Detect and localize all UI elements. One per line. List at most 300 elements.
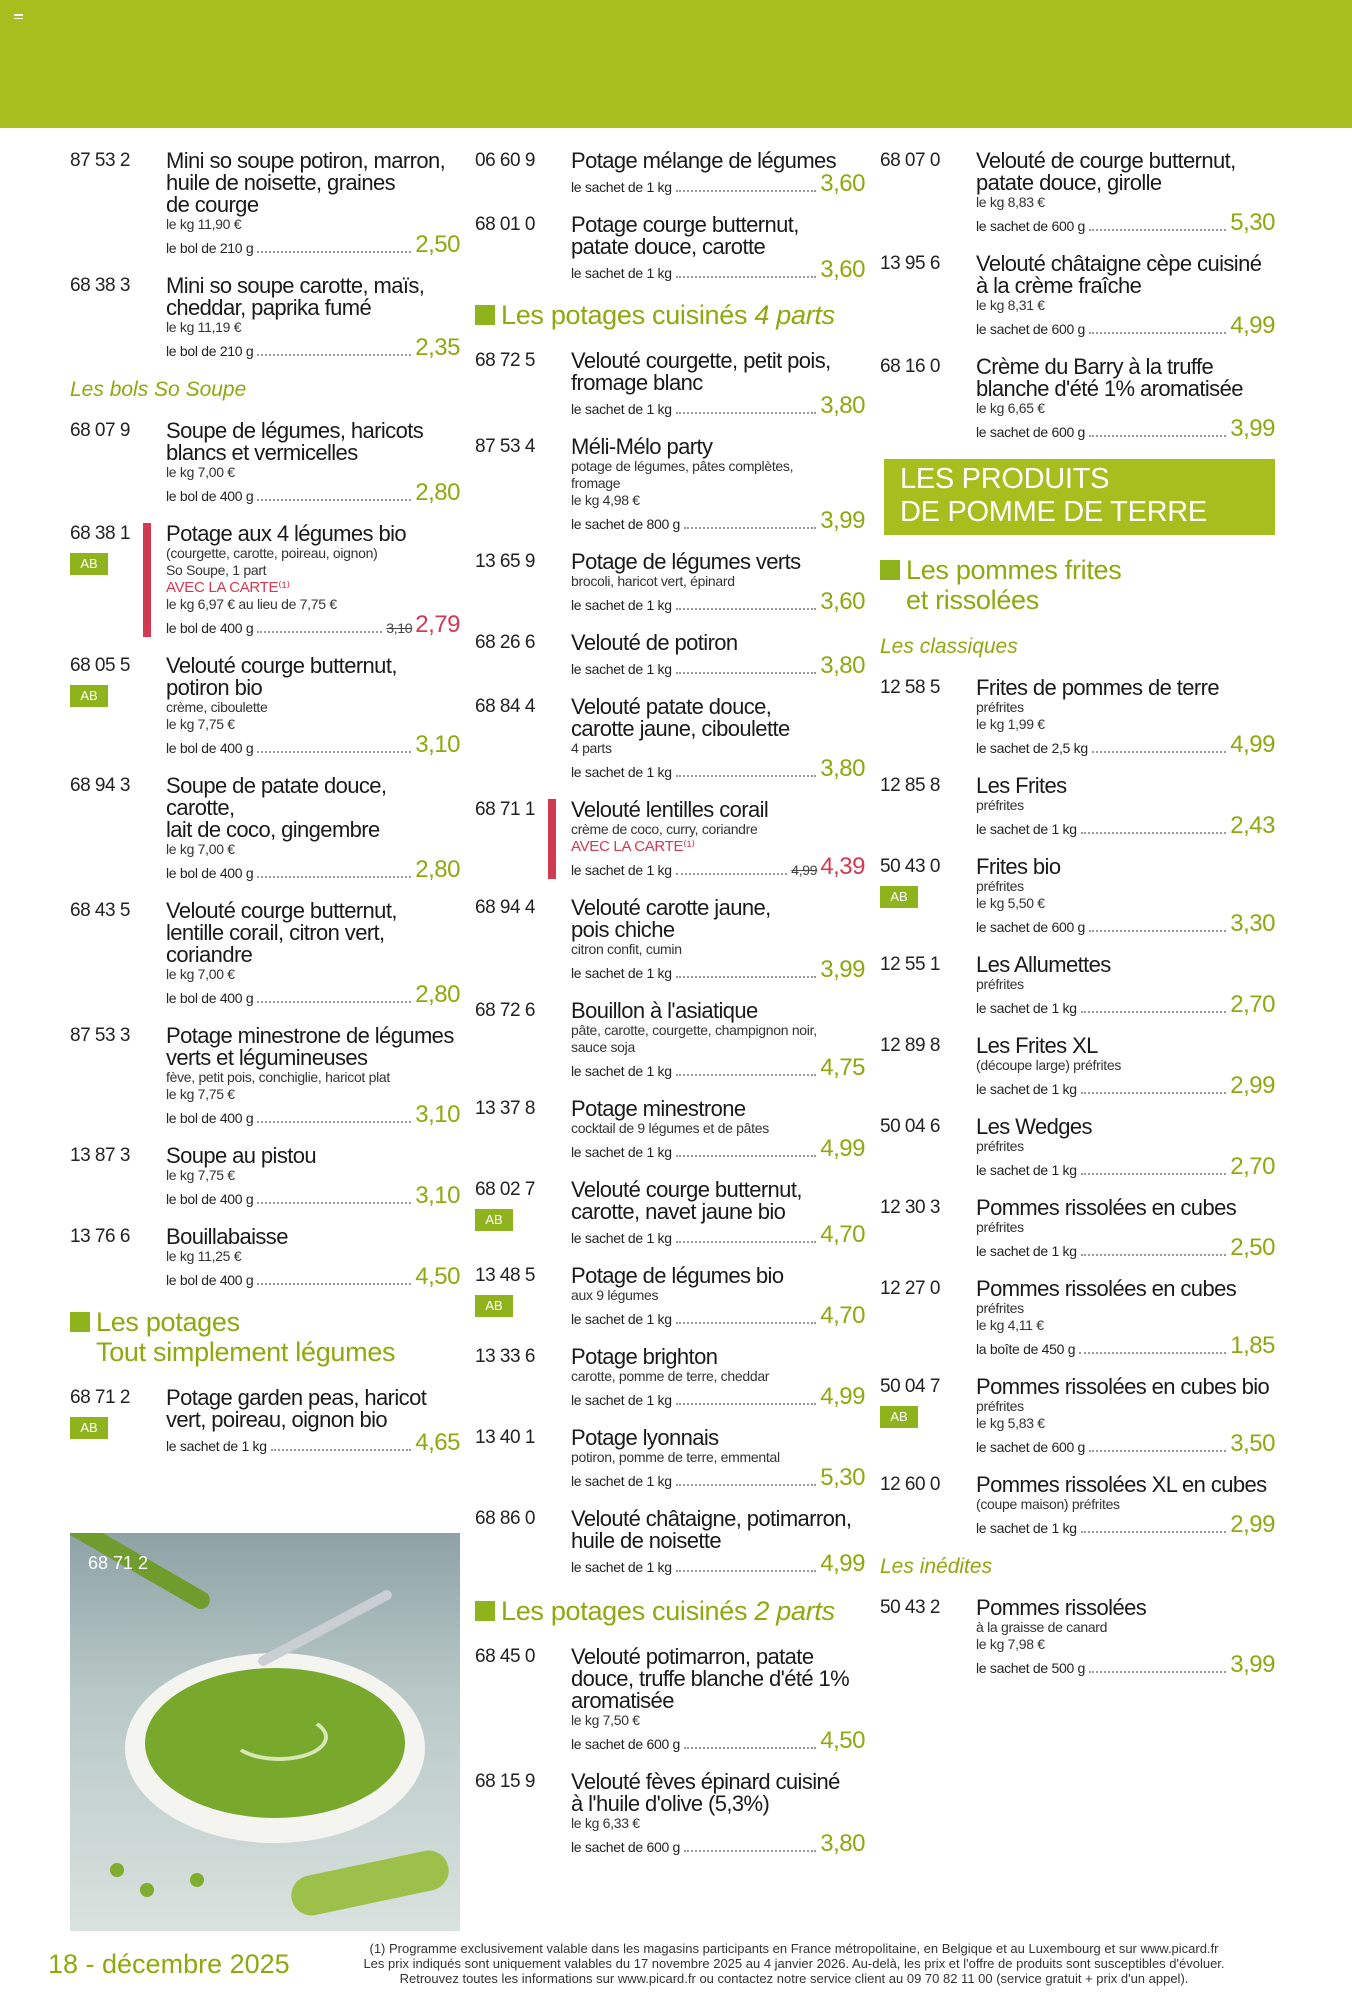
- package-label: le sachet de 1 kg: [571, 1392, 672, 1408]
- dot-leader: [684, 1850, 816, 1852]
- price-line: [976, 1432, 1275, 1456]
- product-desc: cocktail de 9 légumes et de pâtes: [571, 1120, 769, 1136]
- product-code: 50 43 0: [880, 856, 940, 877]
- price: 2,99: [1230, 1072, 1275, 1099]
- promo-bar: [548, 799, 556, 879]
- column-1: [70, 150, 460, 1473]
- price-line: [976, 1653, 1275, 1677]
- dot-leader: [676, 1570, 817, 1572]
- package-label: le sachet de 1 kg: [571, 764, 672, 780]
- price-line: [166, 481, 460, 505]
- price-line: [166, 1265, 460, 1289]
- price-line: [571, 1466, 865, 1490]
- product-code: 13 87 3: [70, 1145, 130, 1166]
- bio-label-icon: AB: [70, 685, 108, 707]
- product-name: Pommes rissolées: [976, 1595, 1147, 1620]
- dot-leader: [684, 527, 816, 529]
- product-desc: le kg 7,00 €: [166, 841, 235, 857]
- price-line: [976, 1513, 1275, 1537]
- product-name: à l'huile d'olive (5,3%): [571, 1791, 770, 1816]
- package-label: le sachet de 600 g: [976, 218, 1086, 234]
- product-desc: le kg 6,97 € au lieu de 7,75 €: [166, 596, 337, 612]
- price: 2,35: [415, 334, 460, 361]
- product-code: 68 84 4: [475, 696, 535, 717]
- price-line: [166, 336, 460, 360]
- bio-label-icon: AB: [880, 1406, 918, 1428]
- price-line: [976, 814, 1275, 838]
- photo-code: 68 71 2: [88, 1553, 149, 1573]
- product-desc: préfrites: [976, 1300, 1024, 1316]
- price-line: [571, 1832, 865, 1856]
- product-item: [475, 1427, 865, 1490]
- price: 3,60: [820, 588, 865, 615]
- product-code: 13 48 5: [475, 1265, 535, 1286]
- product-name: Soupe au pistou: [166, 1143, 317, 1168]
- product-name: Méli-Mélo party: [571, 434, 713, 459]
- price: 4,50: [820, 1727, 865, 1754]
- product-name: Velouté carotte jaune,: [571, 895, 771, 920]
- price-line: [571, 509, 865, 533]
- price: 5,30: [1230, 209, 1275, 236]
- product-item: [70, 1145, 460, 1208]
- page-number: 18 - décembre 2025: [48, 1949, 290, 1979]
- price-line: [166, 1431, 460, 1455]
- product-item: [475, 632, 865, 678]
- product-name: cheddar, paprika fumé: [166, 295, 372, 320]
- price: 3,99: [820, 507, 865, 534]
- package-label: le sachet de 1 kg: [976, 1000, 1077, 1016]
- product-item: [475, 150, 865, 196]
- product-item: [70, 655, 460, 757]
- package-label: le bol de 400 g: [166, 1191, 254, 1207]
- product-desc: le kg 7,75 €: [166, 716, 235, 732]
- price: 2,79: [415, 611, 460, 638]
- product-item: [880, 1597, 1275, 1677]
- product-desc: le kg 5,83 €: [976, 1415, 1045, 1431]
- product-code: 13 33 6: [475, 1346, 535, 1367]
- package-label: le sachet de 1 kg: [976, 1162, 1077, 1178]
- product-code: 13 76 6: [70, 1226, 130, 1247]
- banner-pomme-de-terre: LES PRODUITS DE POMME DE TERRE: [884, 459, 1275, 535]
- product-item: [475, 1771, 865, 1856]
- product-desc: préfrites: [976, 1398, 1024, 1414]
- product-desc: le kg 7,98 €: [976, 1636, 1045, 1652]
- product-name: Potage minestrone de légumes: [166, 1023, 454, 1048]
- price-line: [166, 983, 460, 1007]
- price: 4,75: [820, 1054, 865, 1081]
- product-desc: préfrites: [976, 1138, 1024, 1154]
- package-label: le bol de 400 g: [166, 865, 254, 881]
- product-photo: [70, 1533, 460, 1931]
- product-name: blanche d'été 1% aromatisée: [976, 376, 1243, 401]
- product-desc: le kg 7,00 €: [166, 464, 235, 480]
- dot-leader: [684, 1747, 816, 1749]
- product-name: aromatisée: [571, 1688, 674, 1713]
- column-3: [880, 150, 1275, 1695]
- product-desc: le kg 4,11 €: [976, 1317, 1044, 1333]
- product-desc: fève, petit pois, conchiglie, haricot plat: [166, 1069, 390, 1085]
- product-item: [475, 1098, 865, 1161]
- package-label: le bol de 210 g: [166, 240, 254, 256]
- product-item: [880, 253, 1275, 338]
- product-name: Potage aux 4 légumes bio: [166, 521, 406, 546]
- price: 3,10: [415, 1101, 460, 1128]
- product-code: 68 94 4: [475, 897, 535, 918]
- package-label: le sachet de 1 kg: [571, 1063, 672, 1079]
- product-code: 68 72 5: [475, 350, 535, 371]
- product-code: 50 04 6: [880, 1116, 940, 1137]
- package-label: le sachet de 600 g: [976, 1439, 1086, 1455]
- product-item: [880, 775, 1275, 838]
- package-label: le sachet de 2,5 kg: [976, 740, 1088, 756]
- package-label: le sachet de 1 kg: [571, 265, 672, 281]
- product-code: 68 94 3: [70, 775, 130, 796]
- product-item: [70, 275, 460, 360]
- product-name: vert, poireau, oignon bio: [166, 1407, 388, 1432]
- price-line: [976, 1074, 1275, 1098]
- dot-leader: [676, 1484, 817, 1486]
- product-desc: le kg 4,98 €: [571, 492, 640, 508]
- product-code: 13 40 1: [475, 1427, 535, 1448]
- price-line: [571, 590, 865, 614]
- product-desc: crème de coco, curry, coriandre: [571, 821, 758, 837]
- section-square-icon: [475, 305, 495, 325]
- product-item: [880, 1197, 1275, 1260]
- product-name: de courge: [166, 192, 259, 217]
- bio-label-icon: AB: [880, 886, 918, 908]
- product-item: [70, 420, 460, 505]
- product-code: 68 02 7: [475, 1179, 535, 1200]
- product-desc: crème, ciboulette: [166, 699, 268, 715]
- price: 3,60: [820, 256, 865, 283]
- section-square-icon: [70, 1312, 90, 1332]
- section-tout-simplement: Les potages Tout simplement légumes: [70, 1307, 460, 1367]
- price: 4,99: [820, 1135, 865, 1162]
- dot-leader: [676, 873, 787, 875]
- product-item: [880, 1116, 1275, 1179]
- product-desc: le kg 7,75 €: [166, 1086, 235, 1102]
- dot-leader: [676, 1322, 817, 1324]
- product-name: pois chiche: [571, 917, 675, 942]
- dot-leader: [676, 1403, 817, 1405]
- product-name: Potage minestrone: [571, 1096, 746, 1121]
- product-desc: 4 parts: [571, 740, 612, 756]
- product-name: potiron bio: [166, 675, 263, 700]
- product-desc: préfrites: [976, 797, 1024, 813]
- product-desc: le kg 6,33 €: [571, 1815, 640, 1831]
- dot-leader: [676, 672, 817, 674]
- product-item: [475, 1265, 865, 1328]
- price: 4,65: [415, 1429, 460, 1456]
- bio-label-icon: AB: [70, 553, 108, 575]
- product-item: [880, 677, 1275, 757]
- package-label: le sachet de 1 kg: [571, 597, 672, 613]
- package-label: le sachet de 1 kg: [571, 401, 672, 417]
- product-desc: le kg 7,00 €: [166, 966, 235, 982]
- product-name: fromage blanc: [571, 370, 703, 395]
- product-name: huile de noisette, graines: [166, 170, 396, 195]
- section-2-parts: Les potages cuisinés 2 parts: [475, 1596, 865, 1626]
- dot-leader: [1089, 435, 1226, 437]
- product-code: 68 71 2: [70, 1387, 130, 1408]
- dot-leader: [1089, 1671, 1226, 1673]
- product-name: Velouté courgette, petit pois,: [571, 348, 831, 373]
- dot-leader: [1089, 229, 1226, 231]
- price: 4,70: [820, 1302, 865, 1329]
- dot-leader: [1081, 1173, 1227, 1175]
- product-name: Crème du Barry à la truffe: [976, 354, 1214, 379]
- price-line: [571, 1729, 865, 1753]
- package-label: le sachet de 1 kg: [571, 1473, 672, 1489]
- product-desc: (courgette, carotte, poireau, oignon): [166, 545, 378, 561]
- product-code: 68 72 6: [475, 1000, 535, 1021]
- dot-leader: [257, 354, 411, 356]
- product-desc: préfrites: [976, 976, 1024, 992]
- price: 2,99: [1230, 1511, 1275, 1538]
- product-name: Potage courge butternut,: [571, 212, 799, 237]
- price: 3,80: [820, 755, 865, 782]
- product-item: [70, 900, 460, 1007]
- price: 2,80: [415, 981, 460, 1008]
- product-item: [475, 436, 865, 533]
- product-code: 50 04 7: [880, 1376, 940, 1397]
- product-name: Bouillabaisse: [166, 1224, 288, 1249]
- column-2: [475, 150, 865, 1874]
- package-label: le sachet de 600 g: [976, 424, 1086, 440]
- product-code: 68 16 0: [880, 356, 940, 377]
- price-line: [976, 912, 1275, 936]
- product-name: Les Frites XL: [976, 1033, 1098, 1058]
- product-desc: préfrites: [976, 699, 1024, 715]
- price: 3,80: [820, 652, 865, 679]
- product-code: 13 65 9: [475, 551, 535, 572]
- product-code: 12 58 5: [880, 677, 940, 698]
- product-name: Pommes rissolées XL en cubes: [976, 1472, 1267, 1497]
- product-name: douce, truffe blanche d'été 1%: [571, 1666, 850, 1691]
- dot-leader: [1081, 832, 1227, 834]
- product-item: [880, 356, 1275, 441]
- product-item: [70, 775, 460, 882]
- dot-leader: [676, 276, 817, 278]
- product-name: blancs et vermicelles: [166, 440, 358, 465]
- price-line: [976, 733, 1275, 757]
- product-desc: le kg 5,50 €: [976, 895, 1045, 911]
- price-line: [571, 1304, 865, 1328]
- spoon-icon: [256, 1588, 393, 1667]
- product-item: [475, 350, 865, 418]
- product-name: verts et légumineuses: [166, 1045, 368, 1070]
- package-label: le sachet de 1 kg: [976, 1081, 1077, 1097]
- loyalty-card-note: AVEC LA CARTE⁽¹⁾: [166, 579, 290, 596]
- product-name: lait de coco, gingembre: [166, 817, 380, 842]
- dot-leader: [1081, 1531, 1227, 1533]
- product-desc: citron confit, cumin: [571, 941, 682, 957]
- price-line: [976, 1236, 1275, 1260]
- product-item: [70, 523, 460, 637]
- subsection-classiques: Les classiques: [880, 635, 1018, 658]
- product-code: 87 53 3: [70, 1025, 130, 1046]
- dot-leader: [257, 876, 411, 878]
- product-name: Velouté fèves épinard cuisiné: [571, 1769, 840, 1794]
- product-desc: le kg 1,99 €: [976, 716, 1045, 732]
- product-name: Velouté de courge butternut,: [976, 148, 1236, 173]
- price-line: [571, 394, 865, 418]
- product-name: Pommes rissolées en cubes bio: [976, 1374, 1270, 1399]
- price-line: [571, 1137, 865, 1161]
- product-desc: brocoli, haricot vert, épinard: [571, 573, 735, 589]
- price-line: [571, 258, 865, 282]
- dot-leader: [676, 608, 817, 610]
- product-name: Potage lyonnais: [571, 1425, 719, 1450]
- product-name: Soupe de légumes, haricots: [166, 418, 424, 443]
- price-line: [976, 417, 1275, 441]
- bio-label-icon: AB: [475, 1295, 513, 1317]
- dot-leader: [1079, 1352, 1226, 1354]
- product-desc: (découpe large) préfrites: [976, 1057, 1122, 1073]
- product-desc: aux 9 légumes: [571, 1287, 659, 1303]
- product-item: [880, 150, 1275, 235]
- product-name: Velouté courge butternut,: [571, 1177, 802, 1202]
- product-item: [475, 1000, 865, 1080]
- subsection-bols: Les bols So Soupe: [70, 378, 247, 401]
- product-name: Velouté patate douce,: [571, 694, 772, 719]
- dot-leader: [257, 631, 382, 633]
- package-label: le sachet de 1 kg: [571, 1230, 672, 1246]
- product-item: [475, 551, 865, 614]
- dot-leader: [676, 1241, 817, 1243]
- product-name: Les Allumettes: [976, 952, 1111, 977]
- dot-leader: [257, 1121, 411, 1123]
- price: 2,50: [415, 231, 460, 258]
- product-item: [70, 1226, 460, 1289]
- product-name: patate douce, carotte: [571, 234, 766, 259]
- product-desc: potage de légumes, pâtes complètes,: [571, 458, 794, 474]
- product-desc: le kg 7,75 €: [166, 1167, 235, 1183]
- product-name: Velouté courge butternut,: [166, 898, 397, 923]
- package-label: le sachet de 600 g: [571, 1839, 681, 1855]
- product-desc: le kg 8,83 €: [976, 194, 1045, 210]
- product-code: 12 60 0: [880, 1474, 940, 1495]
- price-line: [571, 654, 865, 678]
- dot-leader: [1089, 930, 1226, 932]
- package-label: le bol de 400 g: [166, 620, 254, 636]
- package-label: le sachet de 1 kg: [571, 965, 672, 981]
- promo-bar: [143, 523, 151, 637]
- product-name: Les Frites: [976, 773, 1067, 798]
- product-item: [880, 1474, 1275, 1537]
- product-code: 68 43 5: [70, 900, 130, 921]
- product-item: [880, 1035, 1275, 1098]
- package-label: le sachet de 600 g: [976, 919, 1086, 935]
- dot-leader: [1081, 1254, 1227, 1256]
- product-desc: à la graisse de canard: [976, 1619, 1108, 1635]
- product-code: 87 53 4: [475, 436, 535, 457]
- section-square-icon: [475, 1601, 495, 1621]
- product-item: [70, 150, 460, 257]
- product-item: [880, 1376, 1275, 1456]
- product-desc: le kg 6,65 €: [976, 400, 1045, 416]
- price: 4,50: [415, 1263, 460, 1290]
- price: 3,80: [820, 392, 865, 419]
- product-item: [475, 1508, 865, 1576]
- price: 3,10: [415, 731, 460, 758]
- price-line: [571, 1056, 865, 1080]
- price: 4,99: [1230, 312, 1275, 339]
- product-name: Soupe de patate douce, carotte,: [166, 773, 387, 820]
- product-code: 12 27 0: [880, 1278, 940, 1299]
- product-code: 68 07 9: [70, 420, 130, 441]
- product-code: 68 26 6: [475, 632, 535, 653]
- product-item: [475, 1646, 865, 1753]
- package-label: le bol de 400 g: [166, 1272, 254, 1288]
- dot-leader: [257, 499, 411, 501]
- product-code: 68 01 0: [475, 214, 535, 235]
- product-name: Potage de légumes verts: [571, 549, 801, 574]
- dot-leader: [271, 1449, 412, 1451]
- price: 3,99: [1230, 415, 1275, 442]
- product-code: 68 45 0: [475, 1646, 535, 1667]
- price: 3,30: [1230, 910, 1275, 937]
- old-price: 3,10: [386, 620, 413, 636]
- price: 4,99: [1230, 731, 1275, 758]
- product-code: 06 60 9: [475, 150, 535, 171]
- product-desc: So Soupe, 1 part: [166, 562, 267, 578]
- product-desc: fromage: [571, 475, 621, 491]
- price: 3,60: [820, 170, 865, 197]
- price: 2,70: [1230, 991, 1275, 1018]
- dot-leader: [676, 775, 817, 777]
- top-banner: [0, 0, 1352, 128]
- price: 5,30: [820, 1464, 865, 1491]
- product-name: huile de noisette: [571, 1528, 722, 1553]
- product-item: [475, 214, 865, 282]
- price-line: [571, 172, 865, 196]
- hamburger-icon[interactable]: [14, 14, 23, 22]
- dot-leader: [1092, 751, 1226, 753]
- price-line: [166, 1103, 460, 1127]
- product-name: Mini so soupe carotte, maïs,: [166, 273, 425, 298]
- price: 2,50: [1230, 1234, 1275, 1261]
- price-line: [166, 233, 460, 257]
- price-line: [571, 1385, 865, 1409]
- product-desc: le kg 7,50 €: [571, 1712, 640, 1728]
- product-name: Pommes rissolées en cubes: [976, 1276, 1237, 1301]
- dot-leader: [257, 1202, 411, 1204]
- product-name: Velouté potimarron, patate: [571, 1644, 814, 1669]
- dot-leader: [676, 976, 817, 978]
- product-code: 12 85 8: [880, 775, 940, 796]
- price: 4,99: [820, 1550, 865, 1577]
- dot-leader: [1089, 1450, 1226, 1452]
- product-desc: préfrites: [976, 1219, 1024, 1235]
- product-desc: potiron, pomme de terre, emmental: [571, 1449, 780, 1465]
- price: 2,70: [1230, 1153, 1275, 1180]
- product-code: 68 38 1: [70, 523, 130, 544]
- product-name: carotte jaune, ciboulette: [571, 716, 790, 741]
- price-line: [571, 855, 865, 879]
- package-label: le bol de 210 g: [166, 343, 254, 359]
- package-label: le bol de 400 g: [166, 488, 254, 504]
- package-label: le sachet de 1 kg: [571, 661, 672, 677]
- package-label: le sachet de 1 kg: [166, 1438, 267, 1454]
- price-line: [166, 1184, 460, 1208]
- price: 3,99: [820, 956, 865, 983]
- section-4-parts: Les potages cuisinés 4 parts: [475, 300, 865, 330]
- product-code: 12 89 8: [880, 1035, 940, 1056]
- product-item: [475, 1346, 865, 1409]
- product-item: [880, 1278, 1275, 1358]
- package-label: le bol de 400 g: [166, 1110, 254, 1126]
